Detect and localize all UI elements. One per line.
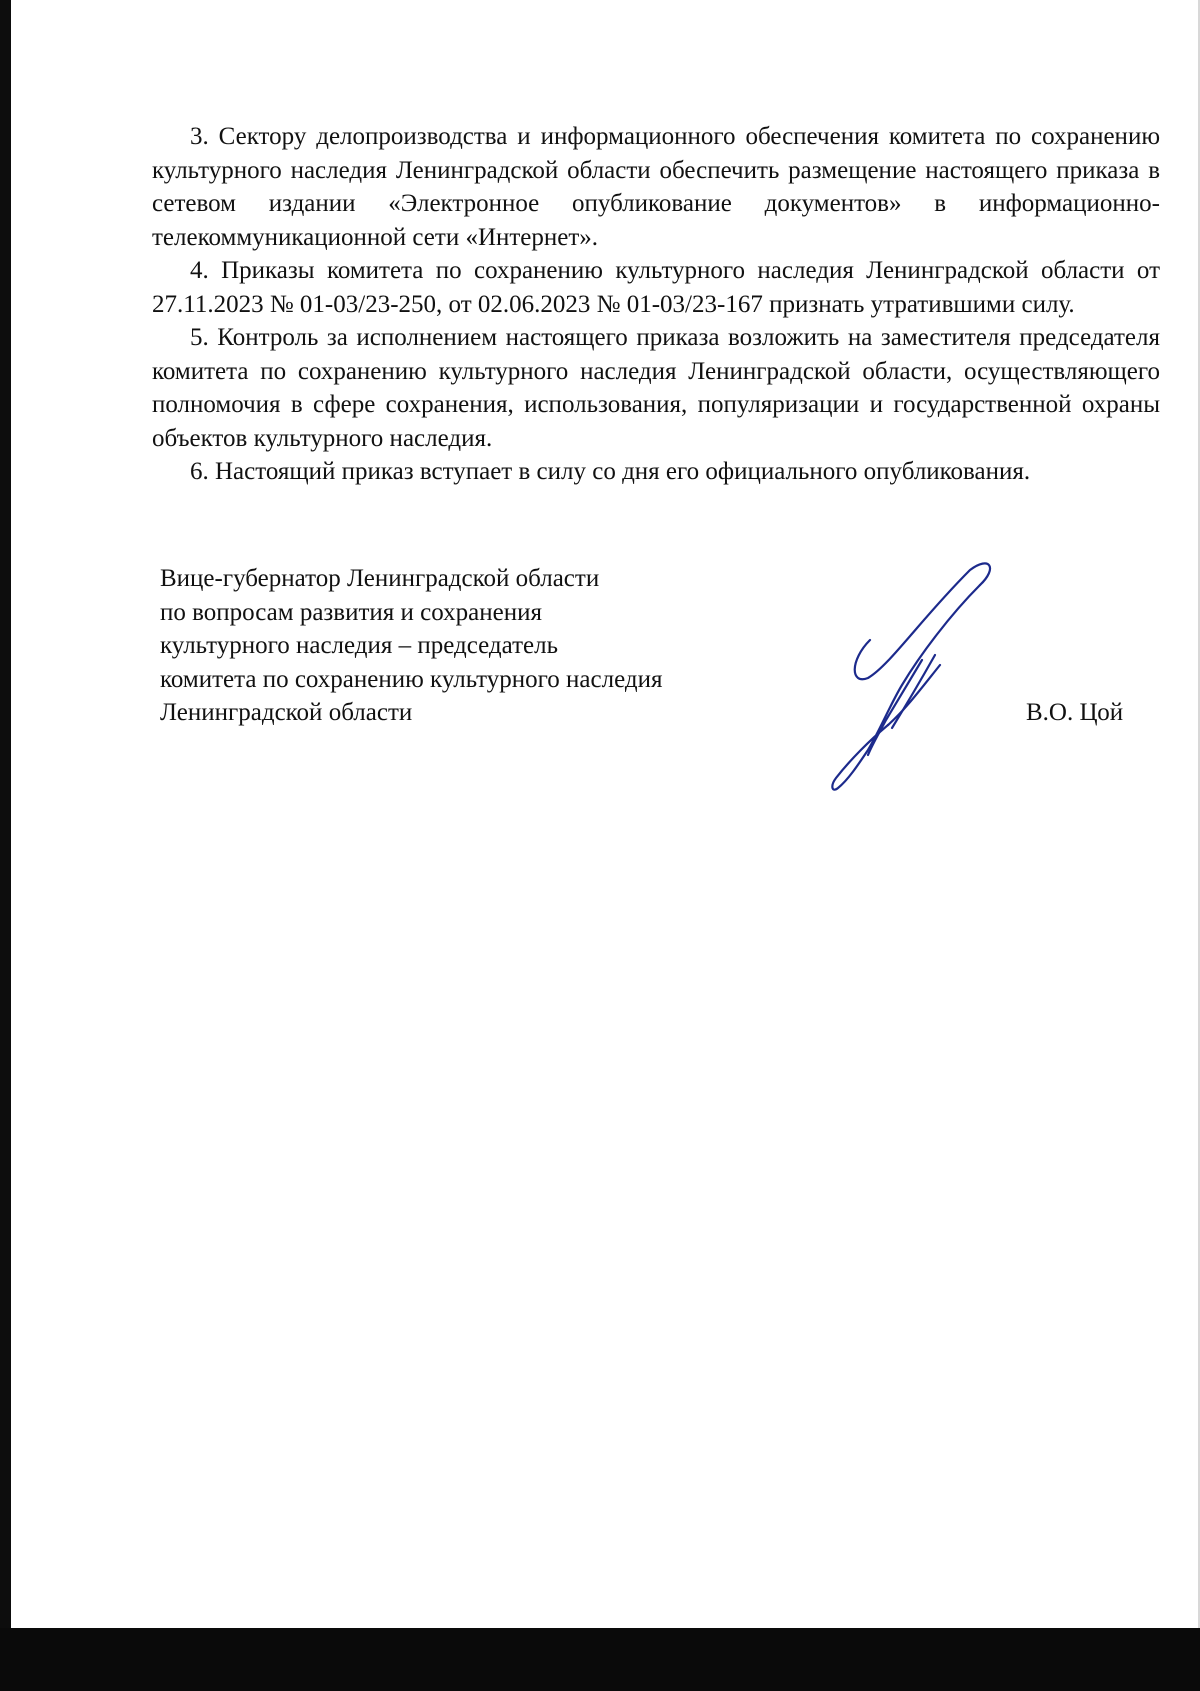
signatory-name: В.О. Цой [1026, 699, 1124, 726]
scan-border-bottom [0, 1628, 1200, 1691]
paragraph-item-6: 6. Настоящий приказ вступает в силу со дня его официального опубликования. [190, 458, 1031, 485]
position-line: Ленинградской области [160, 699, 413, 726]
scan-border-left [0, 0, 11, 1691]
paragraph-item-5: 5. Контроль за исполнением настоящего приказа возложить на заместителя председателя комитета по сохранению культурного наследия Ленинградской области, осуществляющего полномочия в сфере сохранения, использования, популяризации и государственной охраны объектов культурного наследия. [152, 324, 1160, 452]
handwritten-signature [830, 560, 1010, 800]
paragraph-item-4: 4. Приказы комитета по сохранению культурного наследия Ленинградской области от 27.11.2023 № 01-03/23-250, от 02.06.2023 № 01-03/23-167 признать утратившими силу. [152, 257, 1160, 318]
signature-stroke [868, 660, 922, 755]
position-line: по вопросам развития и сохранения [160, 598, 542, 626]
paragraph-item-3: 3. Сектору делопроизводства и информационного обеспечения комитета по сохранению культурного наследия Ленинградской области обеспечить размещение настоящего приказа в сетевом издании «Электронное опубликование документов» в информационно-телекоммуникационной сети «Интернет». [152, 123, 1160, 251]
signature-stroke [855, 563, 990, 679]
document-body [152, 120, 1160, 489]
position-line: комитета по сохранению культурного наследия [160, 665, 663, 693]
signatory-position [160, 562, 760, 730]
position-line: культурного наследия – председатель [160, 632, 558, 659]
position-line: Вице-губернатор Ленинградской области [160, 565, 600, 592]
